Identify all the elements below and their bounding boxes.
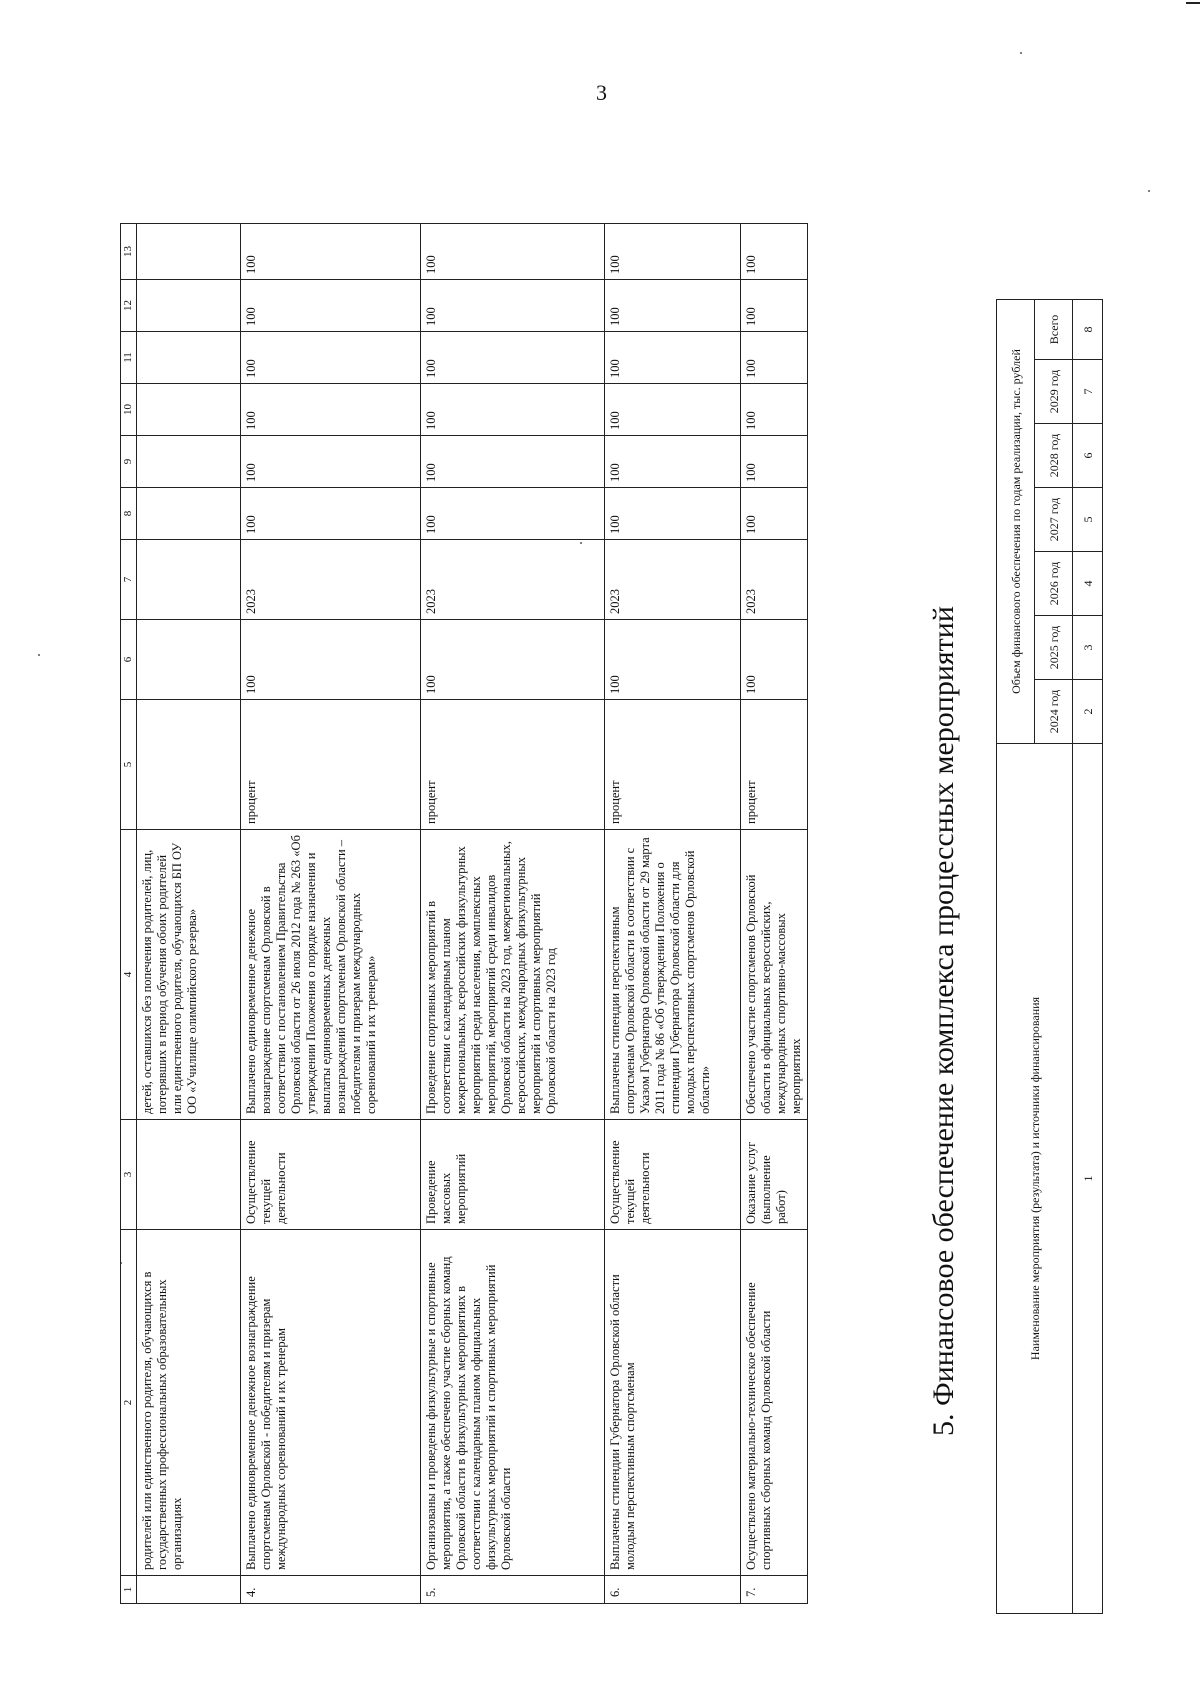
value-2024: 100 bbox=[421, 488, 605, 540]
value-2027: 100 bbox=[605, 332, 741, 384]
base-year: 2023 bbox=[605, 540, 741, 620]
result-description: Обеспечено участие спортсменов Орловской области в официальных всероссийских, международных спортивно-массовых мероприятиях bbox=[741, 830, 808, 1120]
column-number: 7 bbox=[1073, 360, 1103, 424]
section-title: 5. Финансовое обеспечение комплекса процессных мероприятий bbox=[927, 606, 960, 1436]
value-2028: 100 bbox=[421, 280, 605, 332]
measure-type bbox=[137, 1120, 241, 1230]
finance-table bbox=[996, 299, 1103, 1614]
value-2025 bbox=[137, 436, 241, 488]
column-number: 4 bbox=[1073, 552, 1103, 616]
result-name: Организованы и проведены физкультурные и спортивные мероприятия, а также обеспечено участие сборных команд Орловской области в физкультурных мероприятиях в соответствии с календарным планом официальных физкультурных мероприятий и спортивных мероприятий Орловской области bbox=[421, 1230, 605, 1576]
column-number: 10 bbox=[121, 384, 137, 436]
table-row bbox=[605, 224, 741, 1604]
unit: процент bbox=[241, 700, 421, 830]
column-number: 2 bbox=[121, 1230, 137, 1576]
year-header: 2026 год bbox=[1035, 552, 1073, 616]
scan-edge-mark bbox=[1186, 2, 1200, 4]
result-name: Осуществлено материально-техническое обеспечение спортивных сборных команд Орловской области bbox=[741, 1230, 808, 1576]
result-description: детей, оставшихся без попечения родителей, лиц, потерявших в период обучения обоих родителей или единственного родителя, обучающихся БП ОУ ОО «Училище олимпийского резерва» bbox=[137, 830, 241, 1120]
column-number: 1 bbox=[1073, 744, 1103, 1614]
finance-header-row bbox=[997, 300, 1035, 1614]
base-year: 2023 bbox=[241, 540, 421, 620]
year-header: 2028 год bbox=[1035, 424, 1073, 488]
value-2026 bbox=[137, 384, 241, 436]
process-measures-table bbox=[120, 223, 808, 1604]
result-description: Проведение спортивных мероприятий в соответствии с календарным планом межрегиональных, всероссийских физкультурных мероприятий среди населения, комплексных мероприятий, мероприятий среди инвалидов Орловской области на 2023 год, межрегиональных, всероссийских, международных физкультурных мероприятий и спортивных мероприятий Орловской области на 2023 год bbox=[421, 830, 605, 1120]
year-header: 2024 год bbox=[1035, 680, 1073, 744]
column-number-row bbox=[121, 224, 137, 1604]
column-number: 7 bbox=[121, 540, 137, 620]
value-2025: 100 bbox=[421, 436, 605, 488]
measure-type: Проведение массовых мероприятий bbox=[421, 1120, 605, 1230]
year-header: 2027 год bbox=[1035, 488, 1073, 552]
year-header: 2029 год bbox=[1035, 360, 1073, 424]
column-number: 13 bbox=[121, 224, 137, 280]
result-name: родителей или единственного родителя, обучающихся в государственных профессиональных образовательных организациях bbox=[137, 1230, 241, 1576]
measure-type: Осуществление текущей деятельности bbox=[241, 1120, 421, 1230]
name-sources-header: Наименование мероприятия (результата) и источники финансирования bbox=[997, 744, 1073, 1614]
total-header: Всего bbox=[1035, 300, 1073, 360]
value-2027: 100 bbox=[421, 332, 605, 384]
unit: процент bbox=[605, 700, 741, 830]
unit: процент bbox=[741, 700, 808, 830]
table-row bbox=[741, 224, 808, 1604]
value-2025: 100 bbox=[605, 436, 741, 488]
value-2026: 100 bbox=[421, 384, 605, 436]
table-row bbox=[241, 224, 421, 1604]
result-description: Выплачены стипендии перспективным спортсменам Орловской области в соответствии с Указом Губернатора Орловской области от 29 марта 2011 года № 86 «Об утверждении Положения о стипендии Губернатора Орловской области для молодых перспективных спортсменов Орловской области» bbox=[605, 830, 741, 1120]
measure-type: Осуществление текущей деятельности bbox=[605, 1120, 741, 1230]
year-header: 2025 год bbox=[1035, 616, 1073, 680]
base-value: 100 bbox=[605, 620, 741, 700]
unit bbox=[137, 700, 241, 830]
base-value: 100 bbox=[241, 620, 421, 700]
column-number: 6 bbox=[1073, 424, 1103, 488]
result-name: Выплачено единовременное денежное вознаграждение спортсменам Орловской - победителям и призерам международных соревнований и их тренерам bbox=[241, 1230, 421, 1576]
value-2024: 100 bbox=[741, 488, 808, 540]
value-2028: 100 bbox=[241, 280, 421, 332]
column-number: 1 bbox=[121, 1576, 137, 1604]
row-number: 5. bbox=[421, 1576, 605, 1604]
value-2026: 100 bbox=[241, 384, 421, 436]
value-2026: 100 bbox=[741, 384, 808, 436]
page-number: 3 bbox=[596, 80, 607, 105]
base-year: 2023 bbox=[741, 540, 808, 620]
value-2029 bbox=[137, 224, 241, 280]
value-2029: 100 bbox=[421, 224, 605, 280]
column-number: 8 bbox=[121, 488, 137, 540]
column-number: 5 bbox=[121, 700, 137, 830]
column-number: 5 bbox=[1073, 488, 1103, 552]
value-2029: 100 bbox=[605, 224, 741, 280]
row-number: 6. bbox=[605, 1576, 741, 1604]
value-2024: 100 bbox=[605, 488, 741, 540]
base-year bbox=[137, 540, 241, 620]
result-description: Выплачено единовременное денежное вознаграждение спортсменам Орловской в соответствии с постановлением Правительства Орловской области от 26 июля 2012 года № 263 «Об утверждении Положения о порядке назначения и выплаты единовременных денежных вознаграждений спортсменам Орловской области – победителям и призерам международных соревнований и их тренерам» bbox=[241, 830, 421, 1120]
value-2029: 100 bbox=[241, 224, 421, 280]
column-number: 6 bbox=[121, 620, 137, 700]
measure-type: Оказание услуг (выполнение работ) bbox=[741, 1120, 808, 1230]
value-2025: 100 bbox=[741, 436, 808, 488]
value-2027: 100 bbox=[741, 332, 808, 384]
column-number: 2 bbox=[1073, 680, 1103, 744]
value-2029: 100 bbox=[741, 224, 808, 280]
value-2024: 100 bbox=[241, 488, 421, 540]
base-year: 2023 bbox=[421, 540, 605, 620]
volume-header: Объем финансового обеспечения по годам реализации, тыс. рублей bbox=[997, 300, 1035, 744]
column-number: 3 bbox=[121, 1120, 137, 1230]
rotated-landscape-sheet bbox=[16, 16, 1168, 1656]
result-name: Выплачены стипендии Губернатора Орловской области молодым перспективным спортсменам bbox=[605, 1230, 741, 1576]
base-value: 100 bbox=[421, 620, 605, 700]
value-2028: 100 bbox=[605, 280, 741, 332]
column-number: 12 bbox=[121, 280, 137, 332]
column-number: 8 bbox=[1073, 300, 1103, 360]
value-2027 bbox=[137, 332, 241, 384]
table-row bbox=[137, 224, 241, 1604]
unit: процент bbox=[421, 700, 605, 830]
table-row bbox=[421, 224, 605, 1604]
column-number: 9 bbox=[121, 436, 137, 488]
value-2028: 100 bbox=[741, 280, 808, 332]
value-2025: 100 bbox=[241, 436, 421, 488]
base-value: 100 bbox=[741, 620, 808, 700]
column-number: 4 bbox=[121, 830, 137, 1120]
base-value bbox=[137, 620, 241, 700]
value-2027: 100 bbox=[241, 332, 421, 384]
column-number: 11 bbox=[121, 332, 137, 384]
row-number: 4. bbox=[241, 1576, 421, 1604]
column-number: 3 bbox=[1073, 616, 1103, 680]
value-2028 bbox=[137, 280, 241, 332]
value-2026: 100 bbox=[605, 384, 741, 436]
row-number: 7. bbox=[741, 1576, 808, 1604]
value-2024 bbox=[137, 488, 241, 540]
row-number bbox=[137, 1576, 241, 1604]
finance-column-number-row bbox=[1073, 300, 1103, 1614]
